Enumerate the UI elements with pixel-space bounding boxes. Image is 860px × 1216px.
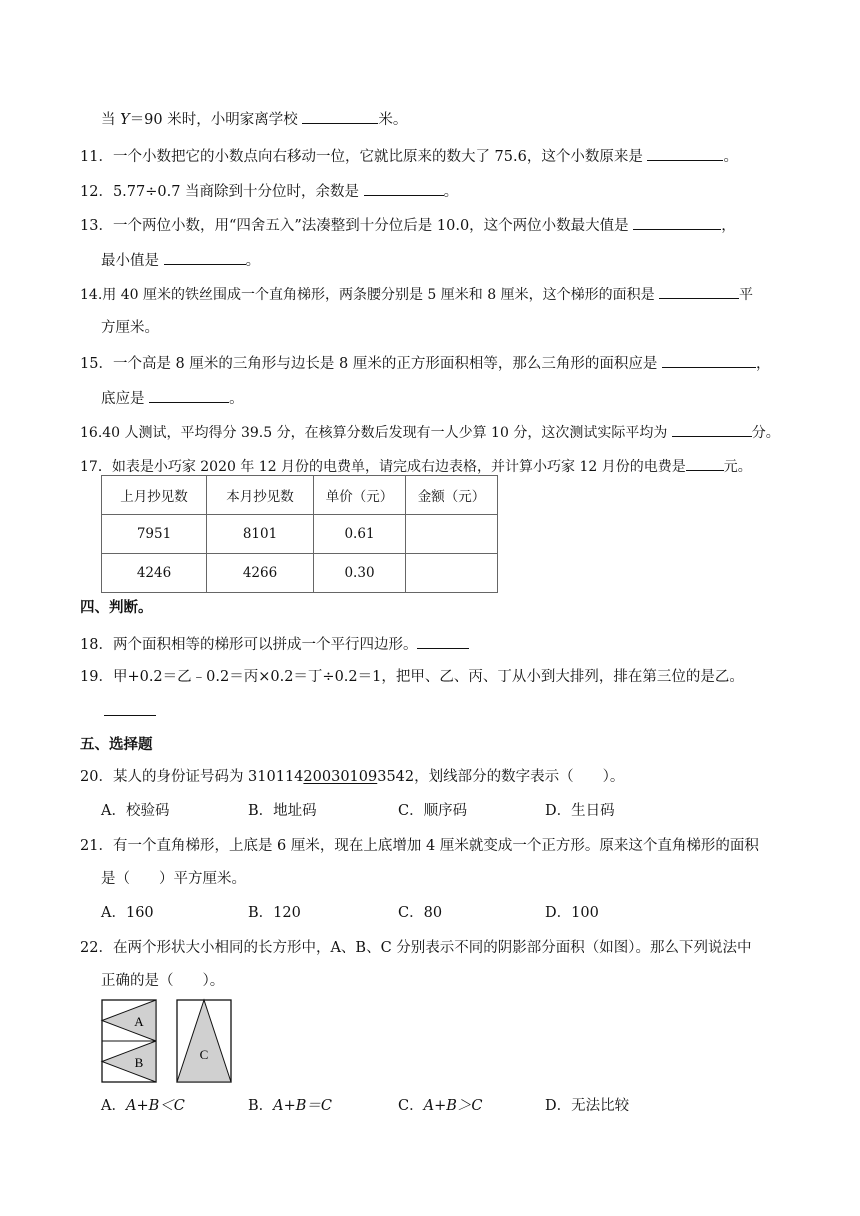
question-15-line2 <box>101 387 244 409</box>
q16-answer-blank[interactable] <box>672 421 752 437</box>
question-22-line1 <box>80 938 752 958</box>
q21-option-b[interactable]: B．120 <box>248 905 301 921</box>
table-cell: 0.61 <box>314 515 406 554</box>
question-13-line2 <box>101 249 260 271</box>
question-20 <box>80 767 624 787</box>
q22-option-a[interactable] <box>101 1096 185 1116</box>
q22-option-a-expr: A+B＜C <box>125 1098 185 1114</box>
table-row <box>102 554 498 593</box>
question-15-line1 <box>80 352 770 374</box>
table-header-cell: 本月抄见数 <box>207 476 314 515</box>
question-21-line2 <box>101 869 246 889</box>
q22-option-c[interactable] <box>398 1096 482 1116</box>
q20-pre: 20．某人的身份证号码为 310114 <box>80 769 304 785</box>
label-c: C <box>199 1047 209 1062</box>
table-header-cell: 单价（元） <box>314 476 406 515</box>
table-cell: 4246 <box>102 554 207 593</box>
label-a: A <box>134 1014 144 1029</box>
q20-option-b[interactable]: B．地址码 <box>248 803 317 819</box>
q12-text: 12．5.77÷0.7 当商除到十分位时，余数是 <box>80 184 364 200</box>
q22-option-c-expr: A+B＞C <box>423 1098 483 1114</box>
q18-text: 18．两个面积相等的梯形可以拼成一个平行四边形。 <box>80 637 418 653</box>
q19-text: 19．甲+0.2＝乙﹣0.2＝丙×0.2＝丁÷0.2＝1，把甲、乙、丙、丁从小到大排列，排在第三位的是乙。 <box>80 669 744 685</box>
q22-text: 22．在两个形状大小相同的长方形中，A、B、C 分别表示不同的阴影部分面积（如图）。那么下列说法中 <box>80 940 752 956</box>
q22-option-d-prefix: D． <box>545 1098 572 1114</box>
q15-base-label: 底应是 <box>101 391 150 407</box>
q14-text-line2: 方厘米。 <box>101 320 159 336</box>
q15-text: 15．一个高是 8 厘米的三角形与边长是 8 厘米的正方形面积相等，那么三角形的面积应是 <box>80 356 662 372</box>
q22-option-d[interactable] <box>545 1096 629 1116</box>
question-12 <box>80 180 458 202</box>
q14-answer-blank[interactable] <box>659 283 739 299</box>
table-header-cell: 上月抄见数 <box>102 476 207 515</box>
q14-post1: 平 <box>739 287 754 303</box>
section-5-heading: 五、选择题 <box>80 736 153 753</box>
q16-text: 16.40 人测试，平均得分 39.5 分，在核算分数后发现有一人少算 10 分，这次测试实际平均为 <box>80 425 672 441</box>
question-21-line1 <box>80 836 759 856</box>
q15-post2: 。 <box>229 391 244 407</box>
q11-answer-blank[interactable] <box>647 145 723 161</box>
q10-answer-blank[interactable] <box>302 108 378 124</box>
q21-text: 21．有一个直角梯形，上底是 6 厘米，现在上底增加 4 厘米就变成一个正方形。原来这个直角梯形的面积 <box>80 838 759 854</box>
q20-option-d[interactable]: D．生日码 <box>545 803 615 819</box>
q21-text-line2: 是（ ）平方厘米。 <box>101 871 246 887</box>
q20-option-c[interactable]: C．顺序码 <box>398 803 468 819</box>
table-header-row <box>102 476 498 515</box>
q21-option-c[interactable]: C．80 <box>398 905 443 921</box>
q22-option-b[interactable] <box>248 1096 332 1116</box>
q13-min-label: 最小值是 <box>101 253 164 269</box>
q20-post: 3542，划线部分的数字表示（ ）。 <box>377 769 625 785</box>
q16-post: 分。 <box>751 425 780 441</box>
q13-max-blank[interactable] <box>633 214 721 230</box>
q13-post2: 。 <box>245 253 261 269</box>
question-16 <box>80 421 780 443</box>
amount-cell[interactable] <box>406 554 498 593</box>
section-4-heading: 四、判断。 <box>80 599 153 616</box>
table-header-cell: 金额（元） <box>406 476 498 515</box>
table-cell: 0.30 <box>314 554 406 593</box>
q13-text: 13．一个两位小数，用“四舍五入”法凑整到十分位后是 10.0，这个两位小数最大值是 <box>80 218 634 234</box>
q17-text: 17．如表是小巧家 2020 年 12 月份的电费单，请完成右边表格，并计算小巧家 12 月份的电费是 <box>80 459 686 475</box>
q22-option-c-prefix: C． <box>398 1098 424 1114</box>
q21-option-a[interactable]: A．160 <box>101 905 154 921</box>
q19-answer-blank[interactable] <box>104 700 156 716</box>
question-22-line2 <box>101 971 224 991</box>
question-19 <box>80 667 744 687</box>
question-17 <box>80 455 752 477</box>
triangle-c <box>177 1000 231 1082</box>
q12-answer-blank[interactable] <box>364 180 444 196</box>
q19-answer-line <box>104 700 156 722</box>
q10-mid: ＝90 米时，小明家离学校 <box>129 112 303 128</box>
q15-area-blank[interactable] <box>662 352 756 368</box>
q15-base-blank[interactable] <box>149 387 229 403</box>
q22-option-b-prefix: B． <box>248 1098 274 1114</box>
q18-answer-blank[interactable] <box>417 633 469 649</box>
table-cell: 4266 <box>207 554 314 593</box>
table-cell: 7951 <box>102 515 207 554</box>
q20-option-a[interactable]: A．校验码 <box>101 803 170 819</box>
q22-text-line2: 正确的是（ ）。 <box>101 973 225 989</box>
table-cell: 8101 <box>207 515 314 554</box>
q10-post: 米。 <box>378 112 408 128</box>
triangle-b <box>102 1041 156 1082</box>
q13-min-blank[interactable] <box>164 249 246 265</box>
q22-option-a-prefix: A． <box>101 1098 126 1114</box>
q10-variable: Y <box>120 112 130 128</box>
q17-post: 元。 <box>723 459 752 475</box>
q20-underlined-digits: 20030109 <box>303 769 378 785</box>
electricity-bill-table <box>101 475 498 593</box>
question-11 <box>80 145 738 167</box>
amount-cell[interactable] <box>406 515 498 554</box>
table-row <box>102 515 498 554</box>
question-14-line2 <box>101 318 159 338</box>
q14-text: 14.用 40 厘米的铁丝围成一个直角梯形，两条腰分别是 5 厘米和 8 厘米，这个梯形的面积是 <box>80 287 660 303</box>
q22-figure <box>100 998 234 1084</box>
q22-option-b-expr: A+B＝C <box>273 1098 333 1114</box>
question-14-line1 <box>80 283 753 305</box>
label-b: B <box>134 1055 144 1070</box>
q21-option-d[interactable]: D．100 <box>545 905 599 921</box>
q10-continuation <box>101 108 407 130</box>
q12-post: 。 <box>443 184 459 200</box>
q11-post: 。 <box>723 149 738 165</box>
q13-post1: ， <box>721 218 736 234</box>
q11-text: 11．一个小数把它的小数点向右移动一位，它就比原来的数大了 75.6，这个小数原来是 <box>80 149 648 165</box>
q22-option-d-expr: 无法比较 <box>571 1098 630 1114</box>
q15-post1: ， <box>755 356 771 372</box>
question-13-line1 <box>80 214 736 236</box>
q17-answer-blank[interactable] <box>686 455 724 471</box>
question-18 <box>80 633 469 655</box>
q10-pre: 当 <box>101 112 121 128</box>
triangle-a <box>102 1000 156 1041</box>
